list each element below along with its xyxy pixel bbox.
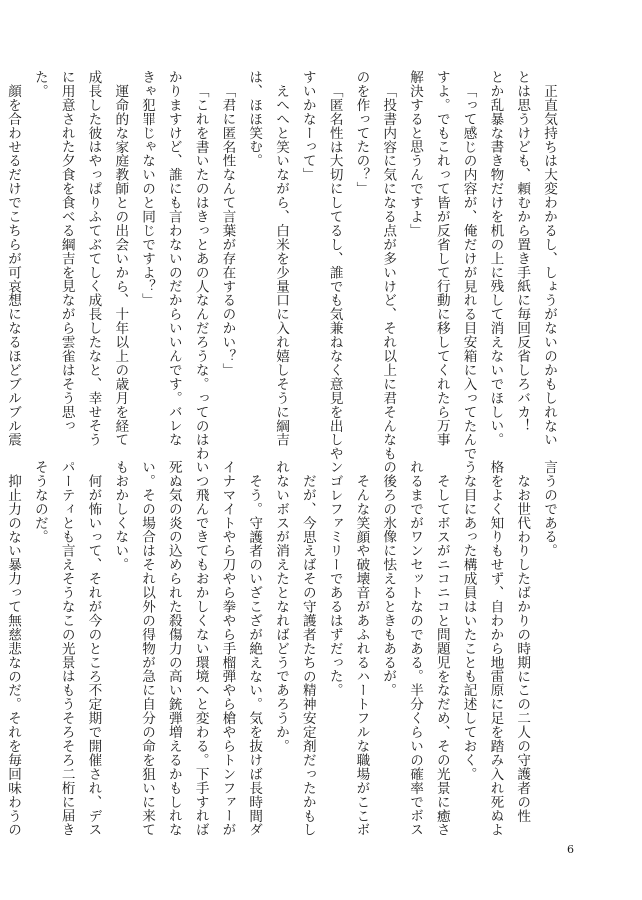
text-line: すいかなーって」 [299, 70, 316, 182]
text-line: きゃ犯罪じゃないのと同じですよ？」 [139, 70, 156, 308]
text-line: 「君に匿名性なんて言葉が存在するのかい？」 [219, 83, 236, 377]
page-number: 6 [567, 843, 574, 856]
text-line: に用意された夕食を食べる綱吉を見ながら雲雀はそう思っ [58, 70, 75, 433]
text-line: のを作ってたの？」 [353, 70, 370, 196]
text-line: 運命的な家庭教師との出会いから、十年以上の歳月を経て [112, 83, 129, 447]
text-line: 「匿名性は大切にしてるし、誰でも気兼ねなく意見を出しや [326, 83, 343, 461]
text-line: 正直気持ちは大変わかるし、しょうがないのかもしれない [541, 83, 557, 447]
text-line: 抑止力のない暴力って無慈悲なのだ。それを毎回味わうの [5, 473, 22, 837]
text-line: れないボスが消えたとなればどうであろうか。 [273, 460, 290, 753]
text-line: なお世代わりしたばかりの時期にこの二人の守護者の性 [514, 473, 531, 823]
text-line: そう。守護者のいざこざが絶えない。気を抜けば長時間ダ [246, 473, 263, 837]
text-line: 解決すると思うんですよ」 [407, 70, 424, 238]
text-line: かりますけど、誰にも言わないのだからいいんです。バレな [165, 70, 182, 447]
text-line: すよ。でもこれって皆が反省して行動に移してくれたら万事 [433, 70, 450, 447]
text-line: うな目にあった構成員はいたことも記述しておく。 [460, 460, 477, 781]
text-line: イナマイトやら刀やら拳やら手榴弾やら槍やらトンファーが [219, 460, 236, 837]
text-line: いつ飛んできてもおかしくない環境へと変わる。下手すれば [192, 460, 209, 837]
text-line: た。 [31, 70, 48, 98]
text-line: えへへと笑いながら、白米を少量口に入れ嬉しそうに綱吉 [273, 83, 290, 447]
text-line: ンゴレファミリーであるはずだった。 [326, 460, 343, 698]
text-line: 言うのである。 [541, 460, 557, 558]
text-line: 「って感じの内容が、俺だけが見れる目安箱に入ってたんで [460, 83, 477, 461]
text-line: だが、今思えばその守護者たちの精神安定剤だったかもし [299, 473, 316, 837]
text-line: は、ほほ笑む。 [246, 70, 263, 168]
text-line: とか乱暴な書き物だけを机の上に残して消えないでほしい。 [487, 70, 504, 447]
text-line: 死ぬ気の炎の込められた殺傷力の高い銃弾増えるかもしれな [165, 460, 182, 837]
text-line: もおかしくない。 [112, 460, 129, 572]
text-line: い。その場合はそれ以外の得物が急に自分の命を狙いに来て [139, 460, 156, 837]
text-line: 「これを書いたのはきっとあの人なんだろうな。ってのはわ [192, 83, 209, 461]
text-line: 格をよく知りもせず、自わから地雷原に足を踏み入れ死ぬよ [487, 460, 504, 837]
text-line: そんな笑顔や破壊音があふれるハートフルな職場がここボ [353, 473, 370, 837]
lower-text-block [0, 460, 562, 837]
text-line: とは思うけども、頼むから置き手紙に毎回反省しろバカ！ [514, 70, 531, 433]
text-line: パーティとも言えそうなこの光景はもうそろそろ二桁に届き [58, 460, 75, 837]
text-line: 成長した彼はやっぱりふてぶてしく成長したなと、幸せそう [85, 70, 102, 447]
text-line: の後ろの氷像に怯えるときもあるが。 [380, 460, 397, 698]
text-line: れるまでがワンセットなのである。半分くらいの確率でボス [407, 460, 424, 837]
text-line: 顔を合わせるだけでこちらが可哀想になるほどブルブル震 [5, 83, 22, 447]
upper-text-block [0, 70, 562, 461]
text-line: そしてボスがニコニコと問題児をなだめ、その光景に癒さ [433, 473, 450, 837]
text-line: 何が怖いって、それが今のところ不定期で開催され、デス [85, 473, 102, 837]
text-line: そうなのだ。 [31, 460, 48, 544]
text-line: 「投書内容に気になる点が多いけど、それ以上に君そんなも [380, 83, 397, 461]
